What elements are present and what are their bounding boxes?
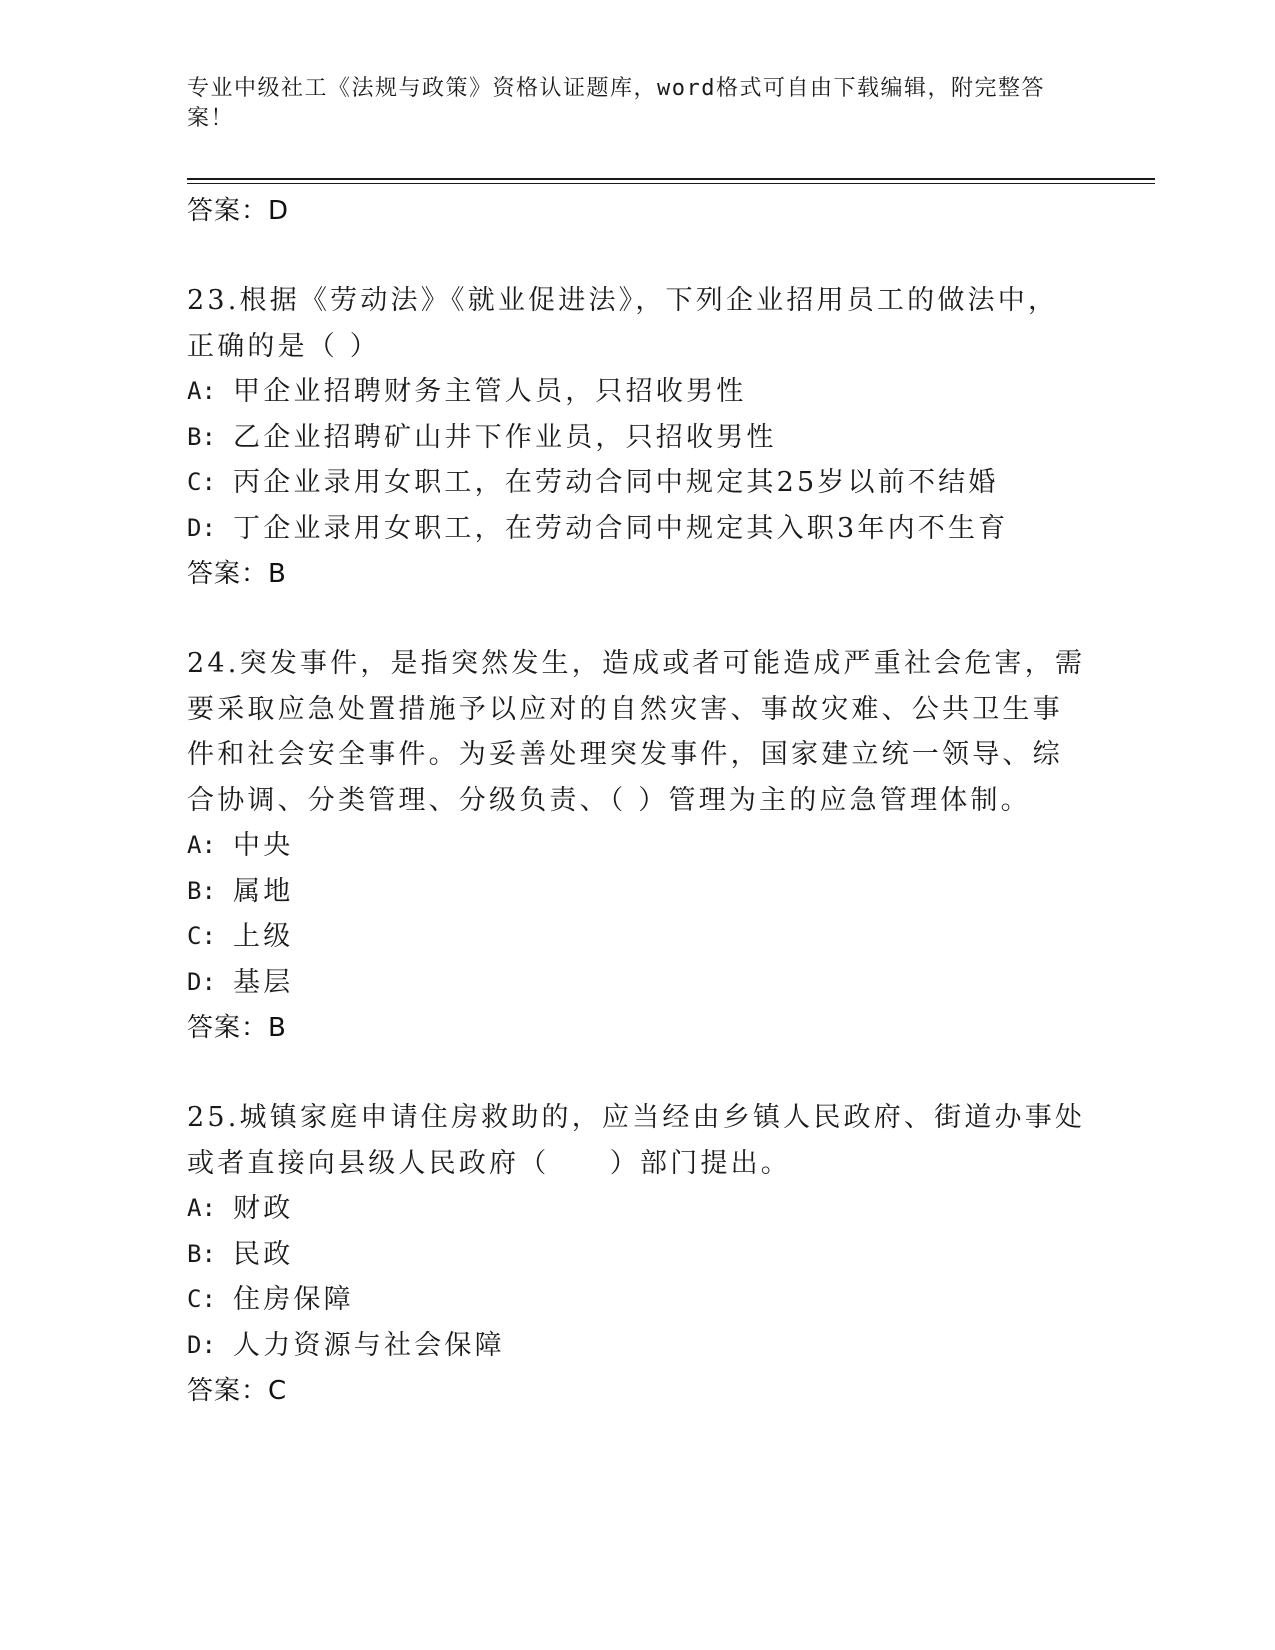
question-block [187,1095,1087,1414]
option-text: 属地 [233,875,294,907]
option-b [187,415,1087,461]
option-d [187,960,1087,1006]
option-key: C: [187,1285,216,1313]
option-text: 民政 [233,1238,294,1270]
option-text: 丙企业录用女职工，在劳动合同中规定其25岁以前不结婚 [233,467,999,498]
answer-label: 答案：B [187,559,287,589]
question-text: 24.突发事件，是指突然发生，造成或者可能造成严重社会危害，需要采取应急处置措施予以应对的自然灾害、事故灾难、公共卫生事件和社会安全事件。为妥善处理突发事件，国家建立统一领导、综合协调、分类管理、分级负责、（ ）管理为主的应急管理体制。 [187,648,1086,816]
answer-label: 答案：B [187,1013,287,1043]
option-key: D: [187,1330,216,1359]
question-text: 23.根据《劳动法》《就业促进法》，下列企业招用员工的做法中，正确的是（ ） [187,285,1059,362]
option-a [187,823,1087,869]
option-text: 财政 [233,1193,294,1224]
question-text: 25.城镇家庭申请住房救助的，应当经由乡镇人民政府、街道办事处或者直接向县级人民政府（ ）部门提出。 [187,1102,1086,1179]
option-text: 人力资源与社会保障 [233,1329,505,1361]
option-d [187,506,1087,552]
option-key: B: [187,422,216,451]
option-b [187,869,1087,915]
option-d [187,1323,1087,1369]
option-c [187,460,1087,506]
option-key: C: [187,468,216,496]
option-key: D: [187,967,216,996]
option-key: B: [187,876,216,905]
question-block [187,641,1087,1051]
option-c [187,914,1087,960]
option-key: D: [187,513,216,542]
option-text: 住房保障 [233,1284,354,1315]
question-list [187,188,1087,1414]
option-a [187,1186,1087,1232]
answer-label: 答案：C [187,1376,288,1406]
option-key: C: [187,922,216,950]
option-text: 上级 [233,921,294,952]
option-text: 甲企业招聘财务主管人员，只招收男性 [233,376,747,407]
option-a [187,369,1087,415]
option-c [187,1277,1087,1323]
option-text: 基层 [233,966,294,998]
option-key: A: [187,831,216,859]
option-b [187,1232,1087,1278]
header-divider [187,178,1155,180]
page-header: 专业中级社工《法规与政策》资格认证题库，word格式可自由下载编辑，附完整答案！ [187,76,1045,131]
question-block [187,278,1087,597]
answer-label: 答案：D [187,196,290,226]
option-text: 丁企业录用女职工，在劳动合同中规定其入职3年内不生育 [233,512,1009,544]
option-text: 中央 [233,830,294,861]
option-key: A: [187,377,216,405]
option-key: B: [187,1239,216,1268]
option-text: 乙企业招聘矿山井下作业员，只招收男性 [233,421,777,453]
option-key: A: [187,1194,216,1222]
header-divider-thin [187,183,1155,184]
